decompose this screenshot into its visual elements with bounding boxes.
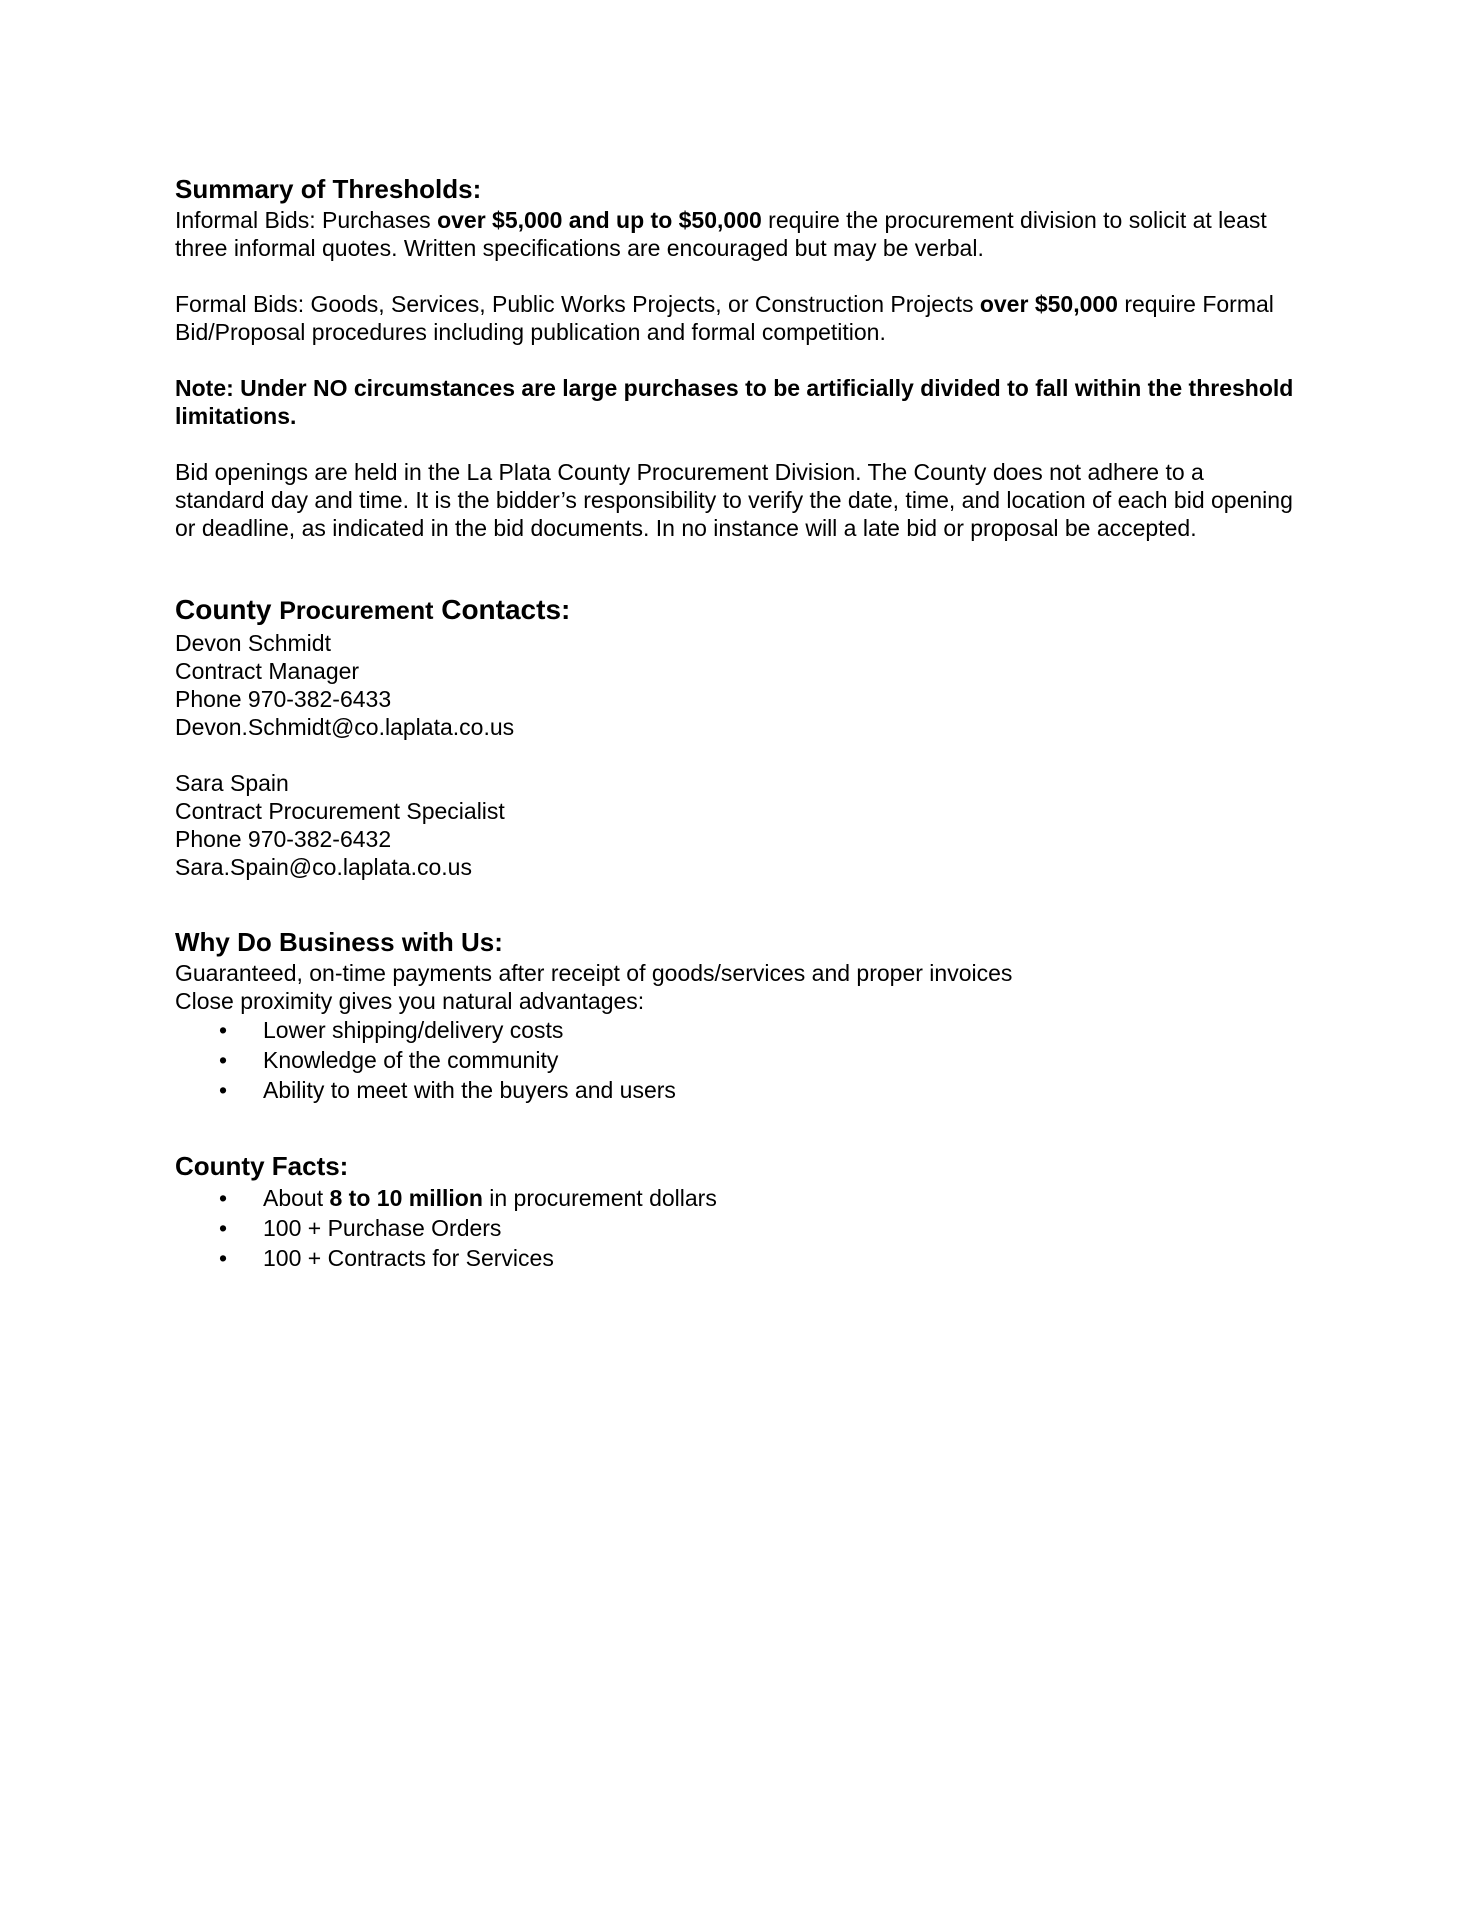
formal-bids-amount: over $50,000 xyxy=(979,291,1118,317)
bullet-icon: • xyxy=(219,1047,228,1073)
list-item: • Ability to meet with the buyers and users xyxy=(219,1077,676,1103)
facts-list xyxy=(175,1183,1295,1273)
bullet-icon: • xyxy=(219,1245,228,1271)
list-item: • 100 + Purchase Orders xyxy=(219,1215,502,1241)
list-item: • About 8 to 10 million in procurement dollars xyxy=(219,1185,717,1211)
advantages-list xyxy=(175,1015,1295,1105)
threshold-note: Note: Under NO circumstances are large purchases to be artificially divided to fall within the threshold limitations. xyxy=(175,375,1294,429)
bullet-icon: • xyxy=(219,1077,228,1103)
contact-phone: Phone 970-382-6432 xyxy=(175,826,392,852)
bullet-icon: • xyxy=(219,1185,228,1211)
facts-section xyxy=(175,1149,1295,1273)
formal-bids-suffix: require Formal Bid/Proposal procedures including publication and formal competition. xyxy=(175,291,1274,345)
informal-bids-suffix: require the procurement division to solicit at least three informal quotes. Written specifications are encouraged but may be verbal. xyxy=(175,207,1267,261)
contact-role: Contract Procurement Specialist xyxy=(175,798,505,824)
why-heading: Why Do Business with Us: xyxy=(175,927,503,957)
list-item: • Knowledge of the community xyxy=(219,1047,559,1073)
contact-name: Devon Schmidt xyxy=(175,630,331,656)
contact-name: Sara Spain xyxy=(175,770,289,796)
contact-role: Contract Manager xyxy=(175,658,360,684)
thresholds-heading: Summary of Thresholds: xyxy=(175,174,482,204)
list-item: • 100 + Contracts for Services xyxy=(219,1245,554,1271)
list-item: • Lower shipping/delivery costs xyxy=(219,1017,564,1043)
bullet-icon: • xyxy=(219,1215,228,1241)
bid-openings-paragraph: Bid openings are held in the La Plata County Procurement Division. The County does not adhere to a standard day and time. It is the bidder’s responsibility to verify the date, time, and location of each bid opening or deadline, as indicated in the bid documents. In no instance will a late bid or proposal be accepted. xyxy=(175,459,1293,541)
contacts-section xyxy=(175,592,1295,881)
contact-email: Sara.Spain@co.laplata.co.us xyxy=(175,854,472,880)
informal-bids-paragraph xyxy=(175,206,1295,262)
formal-bids-prefix: Formal Bids: Goods, Services, Public Works Projects, or Construction Projects xyxy=(175,291,980,317)
why-line-payments: Guaranteed, on-time payments after receipt of goods/services and proper invoices xyxy=(175,960,1013,986)
document-page xyxy=(175,172,1295,1273)
thresholds-section xyxy=(175,172,1295,542)
informal-bids-amount: over $5,000 and up to $50,000 xyxy=(437,207,762,233)
contacts-heading: County Procurement Contacts: xyxy=(175,594,571,625)
contact-card xyxy=(175,769,1295,881)
informal-bids-prefix: Informal Bids: Purchases xyxy=(175,207,438,233)
why-section xyxy=(175,925,1295,1105)
contact-card xyxy=(175,629,1295,741)
contact-email: Devon.Schmidt@co.laplata.co.us xyxy=(175,714,515,740)
why-line-proximity: Close proximity gives you natural advantages: xyxy=(175,988,645,1014)
bullet-icon: • xyxy=(219,1017,228,1043)
contact-phone: Phone 970-382-6433 xyxy=(175,686,392,712)
facts-heading: County Facts: xyxy=(175,1151,349,1181)
formal-bids-paragraph xyxy=(175,290,1295,346)
